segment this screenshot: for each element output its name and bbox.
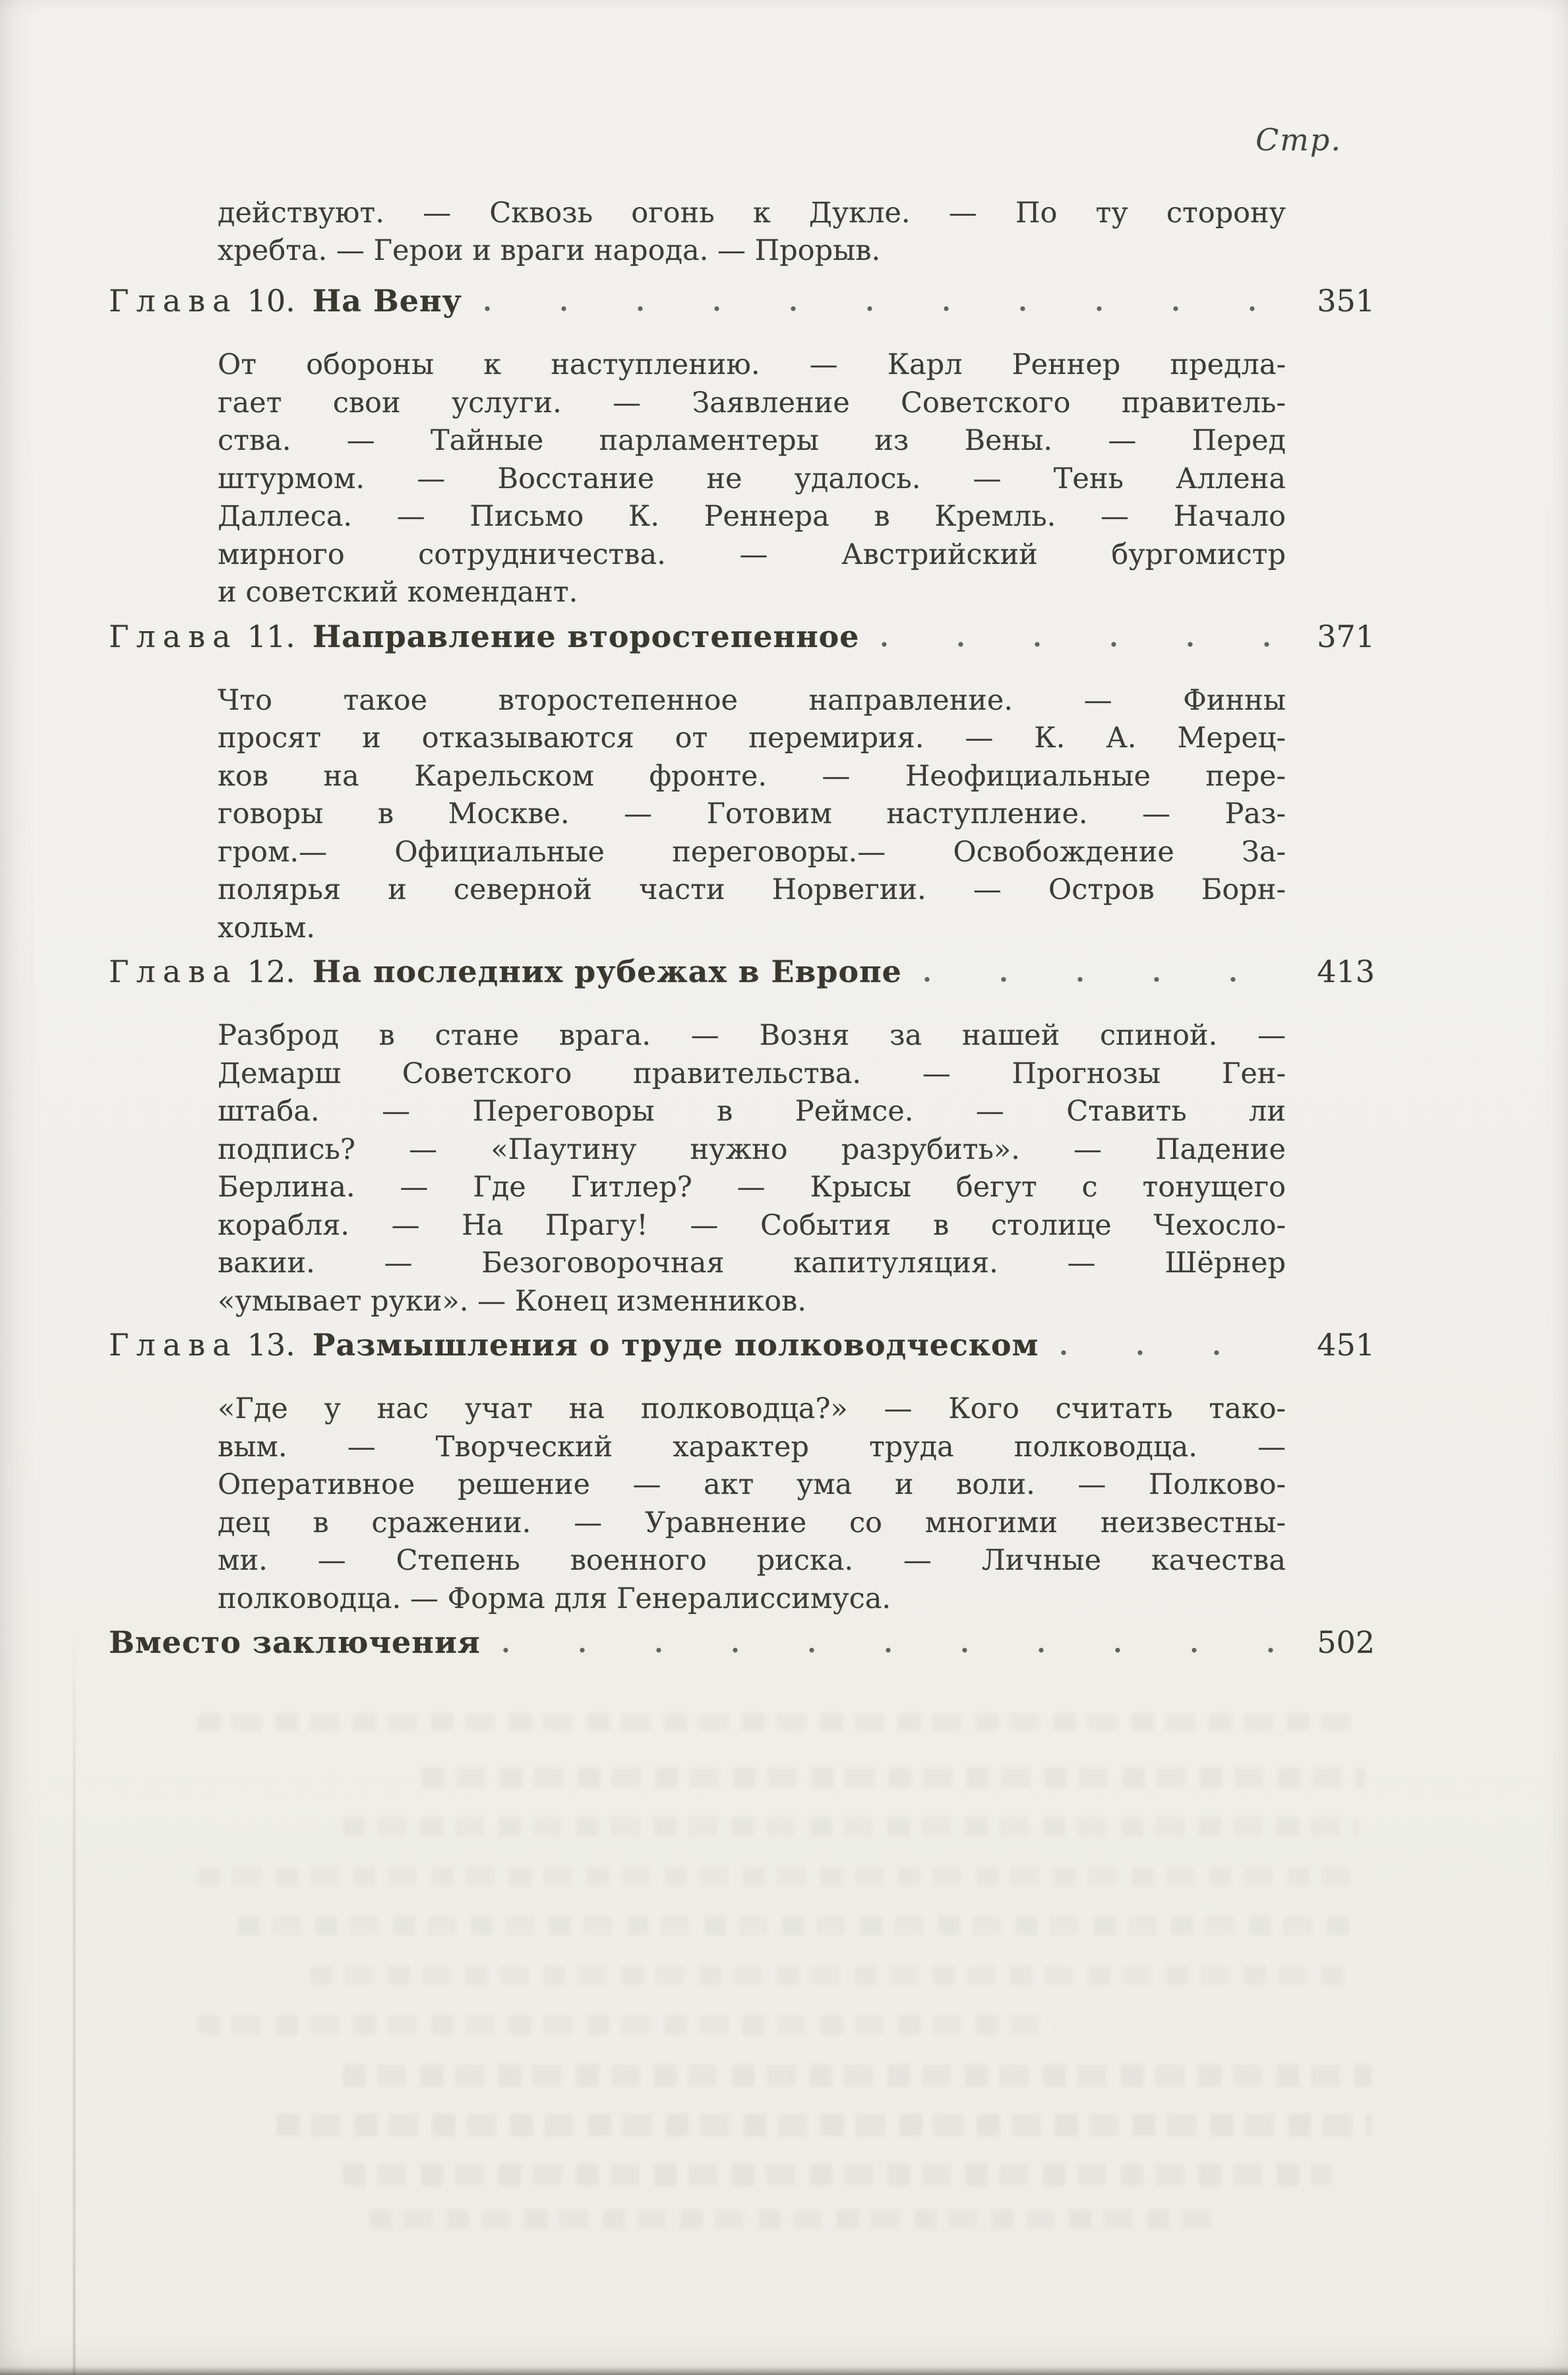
summary-line: просят и отказываются от перемирия. — К. А. Мерец- bbox=[218, 722, 1286, 755]
chapter-title: Вместо заключения bbox=[109, 1624, 481, 1660]
dot-leader bbox=[882, 642, 1274, 648]
bleed-through-artifact bbox=[198, 2015, 1055, 2035]
chapter-heading bbox=[109, 1327, 1375, 1367]
bleed-through-artifact bbox=[198, 1866, 1352, 1886]
page-number: 371 bbox=[1317, 618, 1375, 654]
summary-line: Что такое второстепенное направление. — Финны bbox=[218, 683, 1286, 717]
bleed-through-artifact bbox=[198, 1713, 1352, 1731]
summary-line: полководца. — Форма для Генералиссимуса. bbox=[218, 1582, 891, 1615]
chapter-heading bbox=[109, 283, 1375, 323]
chapter-summary bbox=[109, 1390, 1375, 1618]
chapter-summary bbox=[109, 346, 1375, 612]
summary-line: корабля. — На Прагу! — События в столице Чехосло- bbox=[218, 1208, 1286, 1242]
bleed-through-artifact bbox=[343, 2163, 1332, 2186]
paper-crease bbox=[73, 1629, 75, 2375]
summary-line: мирного сотрудничества. — Австрийский бургомистр bbox=[218, 538, 1286, 571]
page-bottom-edge bbox=[0, 2366, 1568, 2375]
page-number: 451 bbox=[1317, 1327, 1375, 1363]
bleed-through-artifact bbox=[343, 2064, 1372, 2087]
chapter-number: 12. bbox=[247, 954, 295, 989]
chapter-summary bbox=[109, 682, 1375, 948]
bleed-through-artifact bbox=[369, 2209, 1213, 2229]
dot-leader bbox=[485, 306, 1274, 312]
toc-entry bbox=[109, 1624, 1375, 1664]
page-number: 502 bbox=[1317, 1624, 1375, 1660]
summary-line: От обороны к наступлению. — Карл Реннер предла- bbox=[218, 348, 1286, 381]
summary-line: ми. — Степень военного риска. — Личные качества bbox=[218, 1544, 1286, 1577]
toc-entry bbox=[109, 1327, 1375, 1618]
summary-line: гром.— Официальные переговоры.— Освобождение За- bbox=[218, 835, 1286, 869]
chapter-label: Глава bbox=[109, 1327, 238, 1363]
chapter-summary bbox=[109, 1017, 1375, 1320]
summary-line: хольм. bbox=[218, 911, 315, 944]
chapter-heading bbox=[109, 619, 1375, 658]
summary-line: действуют. — Сквозь огонь к Дукле. — По ту сторону bbox=[218, 197, 1286, 230]
chapter-number: 11. bbox=[247, 618, 295, 654]
chapter-label: Глава bbox=[109, 954, 238, 989]
chapter-number: 13. bbox=[247, 1327, 295, 1363]
table-of-contents bbox=[109, 122, 1375, 1688]
chapter-label: Глава bbox=[109, 618, 238, 654]
summary-line: подпись? — «Паутину нужно разрубить». — Падение bbox=[218, 1132, 1286, 1166]
toc-entries bbox=[109, 283, 1375, 1664]
summary-line: ства. — Тайные парламентеры из Вены. — Перед bbox=[218, 424, 1286, 457]
summary-line: хребта. — Герои и враги народа. — Прорыв. bbox=[218, 234, 881, 267]
summary-line: Разброд в стане врага. — Возня за нашей спиной. — bbox=[218, 1019, 1286, 1052]
toc-entry bbox=[109, 619, 1375, 948]
bleed-through-artifact bbox=[310, 1965, 1352, 1985]
summary-line: Берлина. — Где Гитлер? — Крысы бегут с тонущего bbox=[218, 1171, 1286, 1204]
toc-entry bbox=[109, 954, 1375, 1320]
summary-line: «Где у нас учат на полководца?» — Кого считать тако- bbox=[218, 1392, 1286, 1425]
chapter-title: Направление второстепенное bbox=[312, 618, 860, 654]
bleed-through-artifact bbox=[277, 2114, 1372, 2136]
chapter9-summary-continuation bbox=[109, 195, 1375, 270]
summary-line: гает свои услуги. — Заявление Советского правитель- bbox=[218, 386, 1286, 419]
summary-line: вым. — Творческий характер труда полководца. — bbox=[218, 1430, 1286, 1464]
chapter-title: На Вену bbox=[312, 283, 462, 319]
chapter-heading bbox=[109, 1624, 1375, 1664]
chapter-title: На последних рубежах в Европе bbox=[312, 954, 902, 989]
chapter-heading bbox=[109, 954, 1375, 993]
chapter-title: Размышления о труде полководческом bbox=[312, 1327, 1039, 1363]
page-column-header: Стр. bbox=[1255, 122, 1342, 158]
chapter-label: Глава bbox=[109, 283, 238, 319]
dot-leader bbox=[1061, 1350, 1274, 1356]
summary-line: «умывает руки». — Конец изменников. bbox=[218, 1284, 806, 1318]
summary-line: ков на Карельском фронте. — Неофициальные пере- bbox=[218, 759, 1286, 793]
dot-leader bbox=[924, 977, 1274, 983]
page-number: 351 bbox=[1317, 283, 1375, 319]
toc-entry bbox=[109, 283, 1375, 612]
page-number: 413 bbox=[1317, 954, 1375, 989]
dot-leader bbox=[503, 1648, 1274, 1653]
bleed-through-artifact bbox=[343, 1817, 1358, 1837]
summary-line: и советский комендант. bbox=[218, 576, 578, 609]
summary-line: Оперативное решение — акт ума и воли. — Полково- bbox=[218, 1468, 1286, 1501]
summary-line: полярья и северной части Норвегии. — Остров Борн- bbox=[218, 873, 1286, 906]
summary-line: штаба. — Переговоры в Реймсе. — Ставить ли bbox=[218, 1095, 1286, 1128]
summary-line: дец в сражении. — Уравнение со многими неизвестны- bbox=[218, 1506, 1286, 1539]
bleed-through-artifact bbox=[422, 1768, 1365, 1787]
chapter-number: 10. bbox=[247, 283, 295, 319]
summary-line: говоры в Москве. — Готовим наступление. — Раз- bbox=[218, 797, 1286, 830]
summary-line: штурмом. — Восстание не удалось. — Тень Аллена bbox=[218, 462, 1286, 495]
bleed-through-artifact bbox=[237, 1916, 1352, 1936]
summary-line: Демарш Советского правительства. — Прогнозы Ген- bbox=[218, 1057, 1286, 1090]
summary-line: Даллеса. — Письмо К. Реннера в Кремль. — Начало bbox=[218, 500, 1286, 533]
summary-line: вакии. — Безоговорочная капитуляция. — Шёрнер bbox=[218, 1247, 1286, 1280]
